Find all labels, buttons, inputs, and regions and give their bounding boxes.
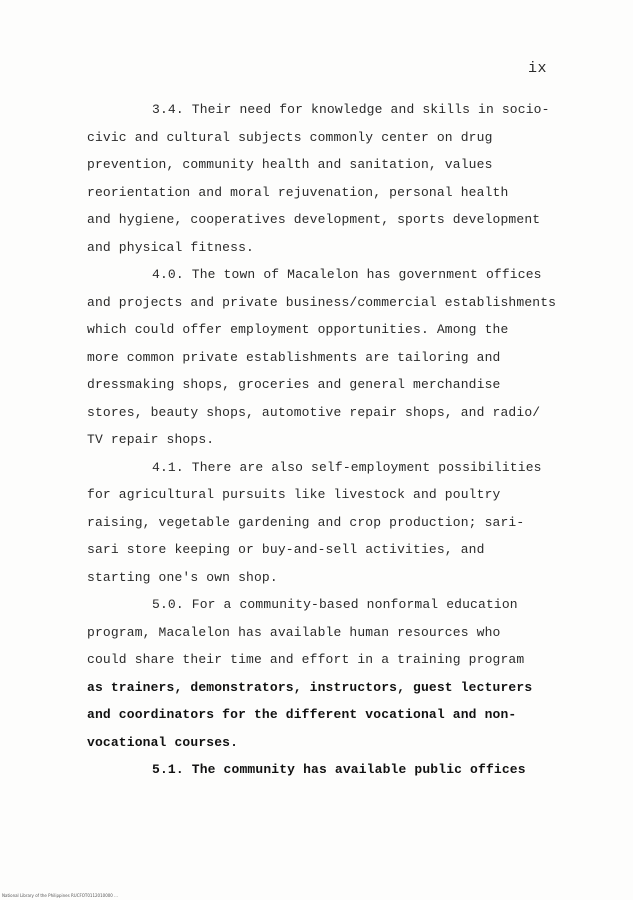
text-line: raising, vegetable gardening and crop production; sari- (87, 514, 525, 530)
text-line: starting one's own shop. (87, 569, 278, 585)
text-line: program, Macalelon has available human resources who (87, 624, 501, 640)
text-line: as trainers, demonstrators, instructors, guest lecturers (87, 679, 533, 695)
text-line: and physical fitness. (87, 239, 254, 255)
text-line: stores, beauty shops, automotive repair shops, and radio/ (87, 404, 541, 420)
text-line: vocational courses. (87, 734, 239, 750)
library-footer: National Library of the Philippines RUCFOT0112010000 ... (2, 893, 118, 898)
paragraph-3-4-start: 3.4. Their need for knowledge and skills in socio- (152, 102, 550, 117)
text-line: sari store keeping or buy-and-sell activities, and (87, 542, 485, 557)
page-number: ix (528, 60, 548, 77)
text-line: dressmaking shops, groceries and general merchandise (87, 377, 501, 392)
paragraph-5-1-start: 5.1. The community has available public offices (152, 762, 526, 777)
text-line: and hygiene, cooperatives development, sports development (87, 212, 541, 227)
text-line: reorientation and moral rejuvenation, personal health (87, 184, 509, 200)
text-line: for agricultural pursuits like livestock and poultry (87, 487, 501, 502)
text-line: prevention, community health and sanitation, values (87, 157, 493, 172)
body-text (87, 96, 592, 784)
text-line: TV repair shops. (87, 432, 215, 447)
paragraph-4-1-start: 4.1. There are also self-employment possibilities (152, 459, 542, 475)
paragraph-5-0-start: 5.0. For a community-based nonformal education (152, 597, 518, 612)
text-line: could share their time and effort in a training program (87, 652, 525, 667)
text-line: civic and cultural subjects commonly center on drug (87, 129, 493, 145)
text-line: and coordinators for the different vocational and non- (87, 707, 517, 722)
text-line: and projects and private business/commercial establishments (87, 294, 557, 310)
paragraph-4-0-start: 4.0. The town of Macalelon has government offices (152, 267, 542, 282)
text-line: which could offer employment opportunities. Among the (87, 322, 509, 337)
text-line: more common private establishments are tailoring and (87, 349, 501, 365)
